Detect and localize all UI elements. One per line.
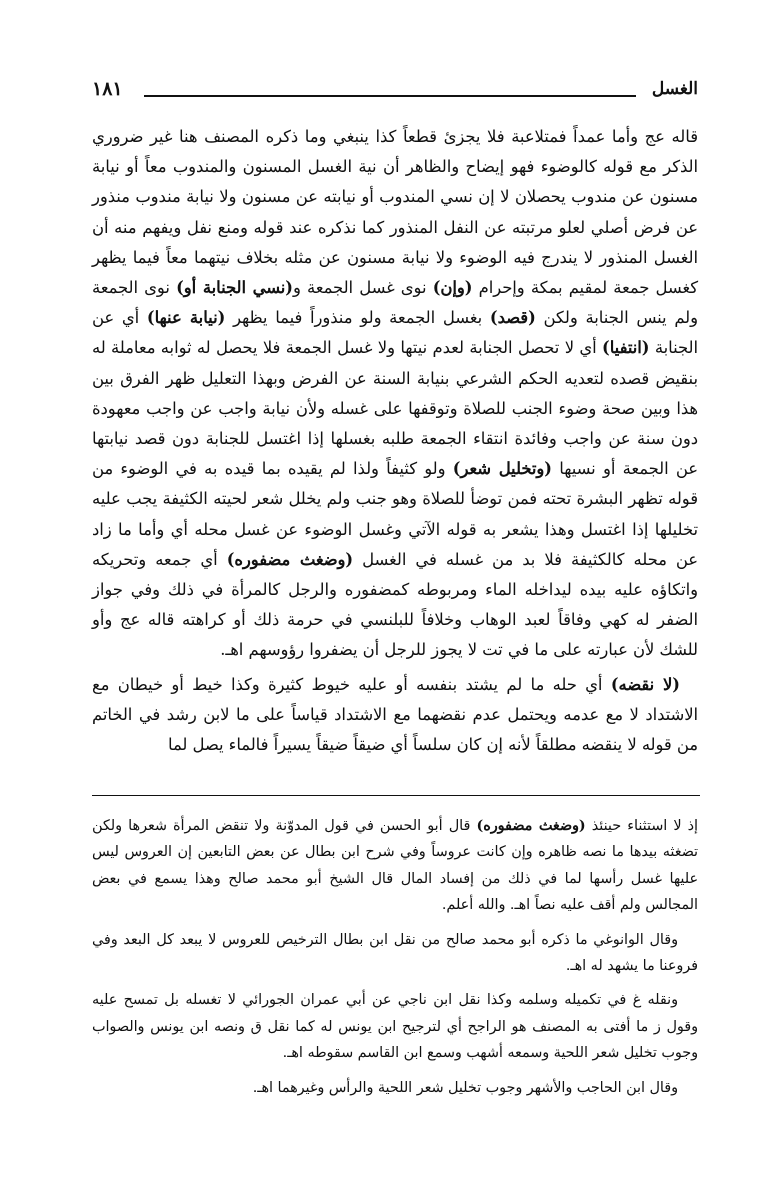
footnote-paragraph-3: ونقله غ في تكميله وسلمه وكذا نقل ابن ناجي عن أبي عمران الجورائي لا تغسله بل تمسح عليه وقول ز ما أفتى به المصنف هو الراجح أي لترجيح ابن يونس له كما نقل ق ونصه ابن يونس والصواب وجوب تخليل شعر اللحية وسمعه أشهب وسمع ابن القاسم سقوطه اهـ. — [92, 992, 698, 1062]
keyword: (وضغث مضفوره) — [476, 818, 586, 834]
keyword: (انتفيا) — [602, 338, 650, 358]
keyword: (وضغث مضفوره) — [226, 549, 354, 569]
page-header — [92, 78, 698, 108]
header-rule — [144, 95, 636, 97]
keyword: (لا نقضه) — [610, 674, 680, 694]
footnote-paragraph-2: وقال الوانوغي ما ذكره أبو محمد صالح من نقل ابن بطال الترخيص للعروس لا يبعد كل البعد وفي فروعنا ما يشهد له اهـ. — [92, 931, 698, 975]
page-number: ١٨١ — [92, 78, 123, 100]
footnote-paragraph-4: وقال ابن الحاجب والأشهر وجوب تخليل شعر اللحية والرأس وغيرهما اهـ. — [252, 1079, 678, 1096]
footnote-paragraph-1: إذ لا استثناء حينئذ (وضغث مضفوره) قال أبو الحسن في قول المدوّنة ولا تنقض المرأة شعرها ولكن تضغثه بيدها ما نصه ظاهره وإن كانت عروساً وفي شرح ابن بطال عن بعض التابعين إن العروس ليس عليها غسل رأسها لما في ذلك من إفساد المال قال الشيخ أبو محمد صالح وهذا يسمع في بعض المجالس ولم أقف عليه نصاً اهـ. والله أعلم. — [92, 818, 698, 914]
main-text — [92, 122, 698, 764]
chapter-title: الغسل — [651, 79, 698, 99]
footnote-separator — [92, 795, 700, 796]
main-paragraph-1: قاله عج وأما عمداً فمتلاعبة فلا يجزئ قطعاً كذا ينبغي وما ذكره المصنف هنا غير ضروري الذكر مع قوله كالوضوء فهو إيضاح والظاهر أن نية الغسل المسنون والمندوب معاً أو نيابة مسنون عن مندوب يحصلان لا إن نسي المندوب أو نيابته عن مسنون ولا نيابة مندوب منذور عن فرض أصلي لعلو مرتبته عن النفل المنذور كما نذكره عند قوله ومنع نفل ويفهم منه أن الغسل المنذور لا يندرج فيه الوضوء ولا نيابة مسنون عن مثله بخلاف نيتهما معاً فيما يظهر كغسل جمعة لمقيم بمكة وإحرام (وإن) نوى غسل الجمعة و(نسي الجنابة أو) نوى الجمعة ولم ينس الجنابة ولكن (قصد) بغسل الجمعة ولو منذوراً فيما يظهر (نيابة عنها) أي عن الجنابة (انتفيا) أي لا تحصل الجنابة لعدم نيتها ولا غسل الجمعة فلا يحصل له ثوابه معاملة له بنقيض قصده لتعديه الحكم الشرعي بنيابة السنة عن الفرض وبهذا التعليل ظهر الفرق بين هذا وبين صحة وضوء الجنب للصلاة وتوقفها على غسله ولأن نيابة واجب عن واجب معهودة دون سنة عن واجب وفائدة انتقاء الجمعة طلبه بغسلها إذا اغتسل للجنابة دون قصد نيابتها عن الجمعة أو نسيها (وتخليل شعر) ولو كثيفاً ولذا لم يقيده بما قيده به في الوضوء من قوله تظهر البشرة تحته فمن توضأ للصلاة وهو جنب ولم يخلل شعر لحيته الكثيفة يجب عليه تخليلها إذا اغتسل وهذا يشعر به قوله الآتي وغسل الوضوء عن غسل محله أي وأما ما زاد عن محله كالكثيفة فلا بد من غسله في الغسل (وضغث مضفوره) أي جمعه وتحريكه واتكاؤه عليه بيده ليداخله الماء ومربوطه كمضفوره والرجل كالمرأة في ذلك وفي جواز الضفر له كهي وفاقاً لعبد الوهاب وخلافاً للبلنسي في حرمة ذلك أو كراهته قاله عج وأو للشك لأن عبارته على ما في تت لا يجوز للرجل أن يضفروا رؤوسهم اهـ. — [92, 127, 699, 660]
keyword: (وإن) — [432, 278, 473, 298]
keyword: (وتخليل شعر) — [452, 459, 552, 479]
keyword: (قصد) — [489, 308, 536, 328]
keyword: (نسي الجنابة أو) — [176, 278, 293, 298]
keyword: (نيابة عنها) — [146, 308, 226, 328]
footnotes — [92, 813, 698, 1109]
main-paragraph-2: (لا نقضه) أي حله ما لم يشتد بنفسه أو عليه خيوط كثيرة وكذا خيط أو خيطان مع الاشتداد لا مع عدمه ويحتمل عدم نقضهما مع الاشتداد قياساً على ما لابن رشد في الخاتم من قوله لا ينقضه مطلقاً لأنه إن كان سلساً أي ضيقاً ضيقاً يسيراً فالماء يصل لما — [92, 674, 698, 755]
